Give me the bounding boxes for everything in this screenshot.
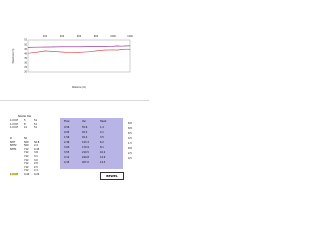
series-point: [62, 47, 63, 48]
table-cell: D: [10, 137, 12, 140]
table-cell: 712: [24, 169, 29, 173]
table-header: Dia: [27, 115, 31, 118]
table-cell: NHT1: [10, 147, 17, 151]
side-value: 8.5: [128, 132, 132, 135]
series-point: [126, 49, 127, 50]
series-point: [104, 46, 105, 47]
series-point: [87, 52, 88, 53]
top-tick-label: 1000: [110, 35, 116, 38]
series-point: [104, 50, 105, 51]
table-cell: 712: [24, 158, 29, 162]
table-cell: 2.4: [34, 144, 38, 148]
table-cell: 2.8: [34, 162, 38, 166]
panel-cell: 3.55: [64, 151, 70, 154]
table-cell: 3.8: [34, 151, 38, 155]
y-tick-label: 45: [24, 47, 27, 51]
series-point: [36, 47, 37, 48]
top-tick-label: 200: [42, 35, 48, 38]
table-cell: 2.5: [34, 165, 38, 169]
series-point: [113, 50, 114, 51]
panel-cell: 4.12: [64, 156, 70, 159]
y-axis-label: Elevation (m): [12, 48, 15, 64]
table-cell: 712: [24, 147, 29, 151]
top-tick-label: 1200: [127, 35, 133, 38]
panel-cell: 8.1: [100, 146, 104, 149]
series-point: [121, 46, 122, 47]
table-cell: 712: [24, 151, 29, 155]
panel-cell: 55.6: [82, 126, 88, 129]
panel-cell: 45.3: [82, 131, 88, 134]
line-chart: [0, 0, 149, 100]
panel-header: Flow: [64, 120, 70, 123]
panel-cell: 91.4: [82, 136, 88, 139]
panel-label: BEWEL: [100, 172, 124, 180]
side-value: 8.8: [128, 122, 132, 125]
top-tick-label: 800: [93, 35, 99, 38]
panel-cell: 14.3: [100, 161, 106, 164]
series-point: [96, 51, 97, 52]
series-point: [96, 46, 97, 47]
table-cell: NHT: [10, 140, 16, 144]
series-point: [70, 52, 71, 53]
y-tick-label: 20: [24, 70, 27, 74]
divider: [0, 100, 149, 101]
highlight-cell: 1.0 Dif: [10, 173, 18, 176]
series-point: [79, 52, 80, 53]
y-tick-label: 35: [24, 56, 27, 60]
table-cell: 50: [24, 137, 28, 140]
panel-cell: 174.9: [82, 146, 89, 149]
table-cell: 51: [34, 119, 38, 122]
table-cell: 51: [34, 126, 38, 130]
side-value: 2.5: [128, 152, 132, 155]
series-point: [87, 46, 88, 47]
table-cell: 2.3: [34, 169, 38, 173]
panel-cell: 0.56: [64, 126, 70, 129]
series-point: [62, 52, 63, 53]
table-header: Nozzle: [18, 115, 26, 118]
panel-cell: 2.46: [64, 141, 70, 144]
purple-panel: [60, 118, 123, 169]
side-value: 8.8: [128, 147, 132, 150]
panel-cell: 0.95: [64, 131, 70, 134]
series-point: [113, 46, 114, 47]
table-cell: 1.0 Dif: [10, 119, 18, 122]
panel-header: Vel: [82, 120, 86, 123]
series-point: [45, 51, 46, 52]
panel-cell: 1.4: [100, 126, 104, 129]
side-value: 1.5: [128, 142, 132, 145]
table-cell: 500: [24, 144, 29, 148]
side-value: 0.5: [128, 157, 132, 160]
series-point: [70, 47, 71, 48]
panel-cell: 267.0: [82, 161, 89, 164]
chart-area: [0, 0, 149, 100]
table-cell: 5: [24, 119, 26, 122]
panel-cell: 6.2: [100, 141, 104, 144]
series-point: [45, 47, 46, 48]
series-point: [126, 46, 127, 47]
series-point: [53, 47, 54, 48]
table-cell: 3.0: [34, 158, 38, 162]
top-tick-label: 600: [76, 35, 82, 38]
table-cell: 500: [24, 140, 29, 144]
panel-header: Head: [100, 120, 107, 123]
table-cell: 0.24: [34, 173, 40, 176]
panel-cell: 1.56: [64, 136, 70, 139]
top-tick-label: 400: [59, 35, 65, 38]
plot-area: [28, 40, 130, 72]
panel-cell: 3.00: [64, 146, 70, 149]
table-cell: 8: [24, 122, 26, 126]
series-point: [130, 49, 131, 50]
panel-cell: 10.2: [100, 151, 106, 154]
series-point: [28, 53, 29, 54]
y-tick-label: 55: [24, 38, 27, 42]
y-tick-label: 40: [24, 52, 27, 56]
panel-cell: 2.1: [100, 131, 104, 134]
panel-cell: 3.5: [100, 136, 104, 139]
series-point: [117, 46, 118, 47]
series-point: [117, 50, 118, 51]
series-point: [79, 47, 80, 48]
series-point: [53, 51, 54, 52]
panel-cell: 210.5: [82, 151, 89, 154]
table-cell: 0.44: [24, 173, 30, 176]
side-value: 0.5: [128, 137, 132, 140]
table-cell: 712: [24, 162, 29, 166]
y-tick-label: 30: [24, 61, 27, 65]
series-point: [121, 49, 122, 50]
table-cell: 712: [24, 165, 29, 169]
series-point: [36, 52, 37, 53]
x-axis-label: Distance (m): [71, 86, 87, 89]
y-tick-label: 25: [24, 66, 27, 70]
table-cell: NHT2: [10, 144, 17, 148]
panel-cell: 244.8: [82, 156, 89, 159]
table-cell: 712: [24, 155, 29, 158]
series-point: [28, 47, 29, 48]
table-cell: 56.8: [34, 140, 40, 144]
y-tick-label: 50: [24, 43, 27, 47]
table-cell: 1.0 Dif: [10, 126, 18, 130]
table-cell: 1.0 Dif: [10, 122, 18, 126]
side-value: 8.8: [128, 127, 132, 130]
panel-cell: 4.45: [64, 161, 70, 164]
table-cell: 51: [34, 122, 38, 126]
table-cell: 4.45: [34, 147, 40, 151]
panel-cell: 12.9: [100, 156, 106, 159]
series-point: [130, 46, 131, 47]
table-cell: 3.1: [34, 155, 38, 158]
table-cell: 12: [24, 126, 28, 130]
panel-cell: 143.3: [82, 141, 89, 144]
